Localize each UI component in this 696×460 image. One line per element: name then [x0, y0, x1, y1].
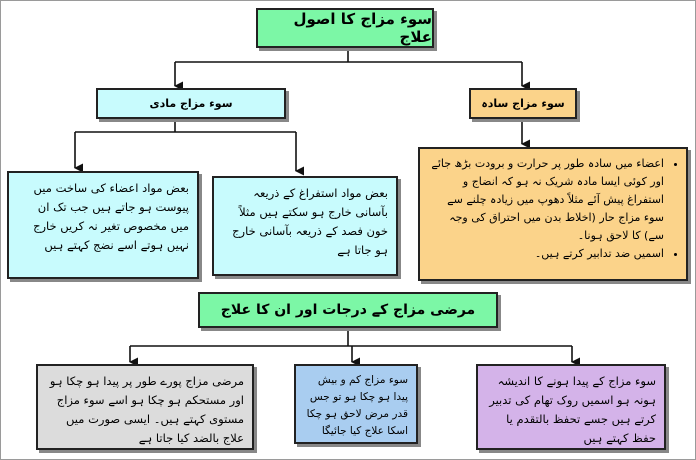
branch-madi-box: [96, 88, 286, 119]
top-title: سوء مزاج کا اصول علاج: [293, 10, 432, 46]
middle-title-box: [198, 292, 498, 328]
degree-mustawi-text: مرضی مزاج پورے طور پر پیدا ہو چکا ہو اور مستحکم ہو چکا ہو اسے سوء مزاج مستوی کہتے ہیں۔ ایسی صورت میں علاج بالضد کیا جاتا ہے: [49, 374, 244, 445]
madi-nuzj-text: بعض مواد اعضاء کی ساخت میں پیوست ہو جاتے ہیں جب تک ان میں مخصوص تغیر نہ کریں خارج نہیں ہوتے اسے نضج کہتے ہیں: [33, 181, 189, 252]
madi-istifragh-box: [212, 176, 398, 276]
madi-istifragh-text: بعض مواد استفراغ کے ذریعہ بآسانی خارج ہو سکتے ہیں مثلاً خون فصد کے ذریعہ بآسانی خارج ہو جاتا ہے: [232, 186, 388, 257]
degree-partial-text: سوء مزاج کم و بیش پیدا ہو چکا ہو تو جس قدر مرض لاحق ہو چکا اسکا علاج کیا جائیگا: [306, 374, 408, 437]
sada-details-box: [418, 147, 688, 281]
degree-prevention-text: سوء مزاج کے پیدا ہونے کا اندیشہ ہونہ ہو اسمیں روک تھام کی تدبیر کرتے ہیں جسے تحفظ بالتقدم یا حفظ کہتے ہیں: [489, 374, 656, 445]
branch-sada-box: [469, 88, 577, 119]
degree-partial-box: [294, 364, 418, 444]
top-title-box: [256, 8, 434, 48]
branch-sada-label: سوء مزاج سادہ: [481, 97, 565, 110]
branch-madi-label: سوء مزاج مادی: [149, 97, 233, 110]
degree-prevention-box: [476, 364, 666, 450]
sada-point-2: • اسمیں ضد تدابیر کرتے ہیں۔: [428, 245, 664, 263]
sada-point-1: • اعضاء میں سادہ طور پر حرارت و برودت بڑھ جائے اور کوئی ایسا مادہ شریک نہ ہو کہ انضاج و استفراغ پیش آئے مثلاً دھوپ میں زیادہ چلنے سے سوء مزاج حار (اخلاط بدن میں احتراق کی وجہ سے) کا لاحق ہونا۔: [428, 155, 664, 245]
madi-nuzj-box: [7, 171, 199, 279]
middle-title: مرضی مزاج کے درجات اور ان کا علاج: [220, 302, 476, 318]
degree-mustawi-box: [36, 364, 254, 450]
